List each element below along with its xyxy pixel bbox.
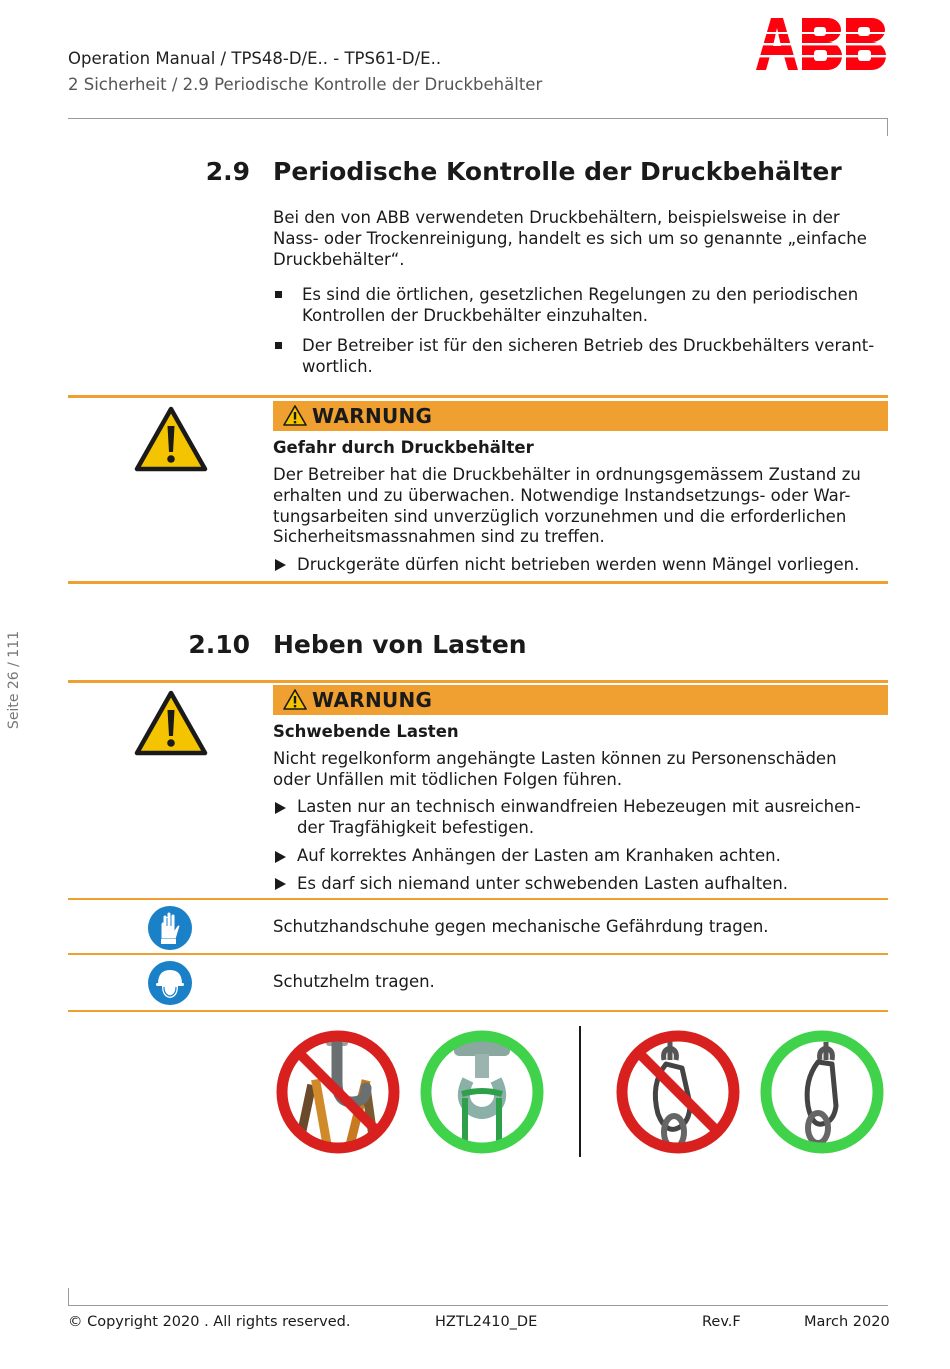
warning-icon <box>134 406 208 472</box>
ppe-rule <box>68 898 888 900</box>
document-title: Operation Manual / TPS48-D/E.. - TPS61-D/E.. <box>68 49 442 68</box>
safety-helmet-icon <box>147 960 193 1006</box>
action-item: Druckgeräte dürfen nicht betrieben werden wenn Mängel vorliegen. <box>297 555 860 574</box>
action-arrow <box>275 559 286 571</box>
warning-icon <box>134 690 208 756</box>
ppe-rule <box>68 953 888 955</box>
breadcrumb: 2 Sicherheit / 2.9 Periodische Kontrolle der Druckbehälter <box>68 75 543 94</box>
abb-logo <box>754 18 888 70</box>
action-item: Lasten nur an technisch einwandfreien Hebezeugen mit ausreichen- der Tragfähigkeit befestigen. <box>297 797 861 837</box>
warning-label: WARNUNG <box>312 404 433 428</box>
warning-small-icon <box>283 405 307 426</box>
protective-gloves-icon <box>147 905 193 951</box>
header-rule <box>68 118 888 119</box>
footer-date: March 2020 <box>804 1314 890 1330</box>
footer-rule-tick <box>68 1288 69 1306</box>
warning-top-rule <box>68 395 888 398</box>
ppe-bottom-rule <box>68 1010 888 1012</box>
warning-label: WARNUNG <box>312 688 433 712</box>
section-title: Periodische Kontrolle der Druckbehälter <box>273 157 842 186</box>
action-item: Es darf sich niemand unter schwebenden Lasten aufhalten. <box>297 874 789 893</box>
section-number: 2.9 <box>205 157 250 186</box>
warning-text: Der Betreiber hat die Druckbehälter in ordnungsgemässem Zustand zu erhalten und zu überwachen. Notwendige Instandsetzungs- oder War- tungsarbeiten sind unverzüglich vorzunehmen und die erforderlichen Sicherheitsmassnahmen sind zu treffen. <box>273 465 861 547</box>
section-number: 2.10 <box>188 630 250 659</box>
action-arrow <box>275 802 286 814</box>
bullet-square <box>275 291 282 298</box>
bullet-square <box>275 342 282 349</box>
intro-paragraph: Bei den von ABB verwendeten Druckbehältern, beispielsweise in der Nass- oder Trockenreinigung, handelt es sich um so genannte „einfache Druckbehälter“. <box>273 208 867 269</box>
correct-carabiner-icon <box>766 1036 878 1148</box>
list-item: Es sind die örtlichen, gesetzlichen Regelungen zu den periodischen Kontrollen der Druckbehälter einzuhalten. <box>302 285 859 325</box>
action-item: Auf korrektes Anhängen der Lasten am Kranhaken achten. <box>297 846 781 865</box>
action-arrow <box>275 851 286 863</box>
footer-doc-id: HZTL2410_DE <box>435 1314 538 1330</box>
action-arrow <box>275 878 286 890</box>
wrong-hook-rigging-icon <box>282 1032 394 1159</box>
footer-rule <box>68 1305 888 1306</box>
warning-top-rule <box>68 680 888 683</box>
footer-revision: Rev.F <box>702 1314 741 1330</box>
hook-illustrations <box>270 1024 888 1159</box>
page-number-side: Seite 26 / 111 <box>6 630 22 730</box>
warning-subtitle: Gefahr durch Druckbehälter <box>273 438 534 457</box>
section-title: Heben von Lasten <box>273 630 527 659</box>
correct-hook-rigging-icon <box>426 1036 538 1148</box>
footer-copyright: © Copyright 2020 . All rights reserved. <box>68 1314 351 1330</box>
warning-subtitle: Schwebende Lasten <box>273 722 459 741</box>
warning-text: Nicht regelkonform angehängte Lasten können zu Personenschäden oder Unfällen mit tödlichen Folgen führen. <box>273 749 837 789</box>
header-rule-tick <box>887 118 888 136</box>
wrong-carabiner-icon <box>622 1036 734 1148</box>
ppe-instruction: Schutzhelm tragen. <box>273 972 435 991</box>
list-item: Der Betreiber ist für den sicheren Betrieb des Druckbehälters verant- wortlich. <box>302 336 875 376</box>
warning-small-icon <box>283 689 307 710</box>
ppe-instruction: Schutzhandschuhe gegen mechanische Gefährdung tragen. <box>273 917 769 936</box>
warning-bottom-rule <box>68 581 888 584</box>
